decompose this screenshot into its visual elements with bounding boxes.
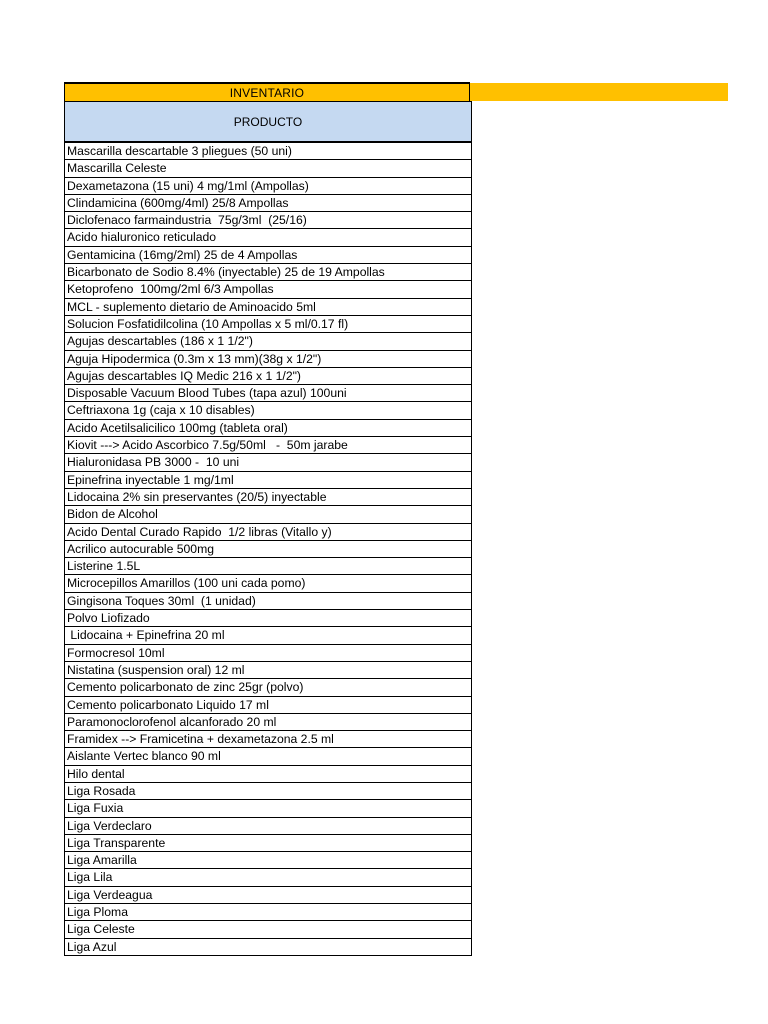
product-cell[interactable]: Liga Verdeclaro xyxy=(64,818,472,835)
product-cell[interactable]: Liga Lila xyxy=(64,869,472,886)
product-cell[interactable]: Solucion Fosfatidilcolina (10 Ampollas x 5 ml/0.17 fl) xyxy=(64,316,472,333)
product-cell[interactable]: Dexametazona (15 uni) 4 mg/1ml (Ampollas) xyxy=(64,178,472,195)
product-cell[interactable]: Kiovit ---> Acido Ascorbico 7.5g/50ml - 50m jarabe xyxy=(64,437,472,454)
product-cell[interactable]: Formocresol 10ml xyxy=(64,645,472,662)
product-cell[interactable]: Liga Ploma xyxy=(64,904,472,921)
product-cell[interactable]: Liga Rosada xyxy=(64,783,472,800)
product-cell[interactable]: Agujas descartables (186 x 1 1/2") xyxy=(64,333,472,350)
product-cell[interactable]: Microcepillos Amarillos (100 uni cada pomo) xyxy=(64,575,472,592)
product-cell[interactable]: Gingisona Toques 30ml (1 unidad) xyxy=(64,593,472,610)
product-cell[interactable]: Liga Celeste xyxy=(64,921,472,938)
product-cell[interactable]: Ceftriaxona 1g (caja x 10 disables) xyxy=(64,402,472,419)
product-cell[interactable]: Mascarilla descartable 3 pliegues (50 uni) xyxy=(64,143,472,160)
product-cell[interactable]: Bicarbonato de Sodio 8.4% (inyectable) 25 de 19 Ampollas xyxy=(64,264,472,281)
product-cell[interactable]: Cemento policarbonato de zinc 25gr (polvo) xyxy=(64,679,472,696)
product-cell[interactable]: Aislante Vertec blanco 90 ml xyxy=(64,748,472,765)
product-cell[interactable]: Mascarilla Celeste xyxy=(64,160,472,177)
product-list xyxy=(64,143,472,956)
product-cell[interactable]: Cemento policarbonato Liquido 17 ml xyxy=(64,697,472,714)
product-cell[interactable]: Ketoprofeno 100mg/2ml 6/3 Ampollas xyxy=(64,281,472,298)
product-cell[interactable]: Liga Azul xyxy=(64,939,472,956)
product-cell[interactable]: Acido hialuronico reticulado xyxy=(64,229,472,246)
product-cell[interactable]: Liga Verdeagua xyxy=(64,887,472,904)
product-cell[interactable]: Agujas descartables IQ Medic 216 x 1 1/2") xyxy=(64,368,472,385)
product-cell[interactable]: Acido Acetilsalicilico 100mg (tableta oral) xyxy=(64,420,472,437)
product-cell[interactable]: Diclofenaco farmaindustria 75g/3ml (25/16) xyxy=(64,212,472,229)
product-cell[interactable]: Framidex --> Framicetina + dexametazona 2.5 ml xyxy=(64,731,472,748)
product-cell[interactable]: Liga Transparente xyxy=(64,835,472,852)
product-cell[interactable]: Lidocaina + Epinefrina 20 ml xyxy=(64,627,472,644)
product-cell[interactable]: Liga Fuxia xyxy=(64,800,472,817)
product-cell[interactable]: Polvo Liofizado xyxy=(64,610,472,627)
product-cell[interactable]: Epinefrina inyectable 1 mg/1ml xyxy=(64,472,472,489)
product-cell[interactable]: Nistatina (suspension oral) 12 ml xyxy=(64,662,472,679)
product-cell[interactable]: Gentamicina (16mg/2ml) 25 de 4 Ampollas xyxy=(64,247,472,264)
product-cell[interactable]: Aguja Hipodermica (0.3m x 13 mm)(38g x 1/2") xyxy=(64,351,472,368)
product-cell[interactable]: Lidocaina 2% sin preservantes (20/5) inyectable xyxy=(64,489,472,506)
product-cell[interactable]: Listerine 1.5L xyxy=(64,558,472,575)
product-cell[interactable]: Acrilico autocurable 500mg xyxy=(64,541,472,558)
product-cell[interactable]: Clindamicina (600mg/4ml) 25/8 Ampollas xyxy=(64,195,472,212)
product-cell[interactable]: Acido Dental Curado Rapido 1/2 libras (Vitallo y) xyxy=(64,524,472,541)
inventory-title-cell[interactable]: INVENTARIO xyxy=(64,82,470,101)
product-cell[interactable]: Hialuronidasa PB 3000 - 10 uni xyxy=(64,454,472,471)
product-cell[interactable]: Hilo dental xyxy=(64,766,472,783)
product-cell[interactable]: MCL - suplemento dietario de Aminoacido 5ml xyxy=(64,299,472,316)
product-cell[interactable]: Bidon de Alcohol xyxy=(64,506,472,523)
product-cell[interactable]: Disposable Vacuum Blood Tubes (tapa azul) 100uni xyxy=(64,385,472,402)
product-cell[interactable]: Liga Amarilla xyxy=(64,852,472,869)
product-header-cell[interactable]: PRODUCTO xyxy=(64,101,472,143)
product-cell[interactable]: Paramonoclorofenol alcanforado 20 ml xyxy=(64,714,472,731)
